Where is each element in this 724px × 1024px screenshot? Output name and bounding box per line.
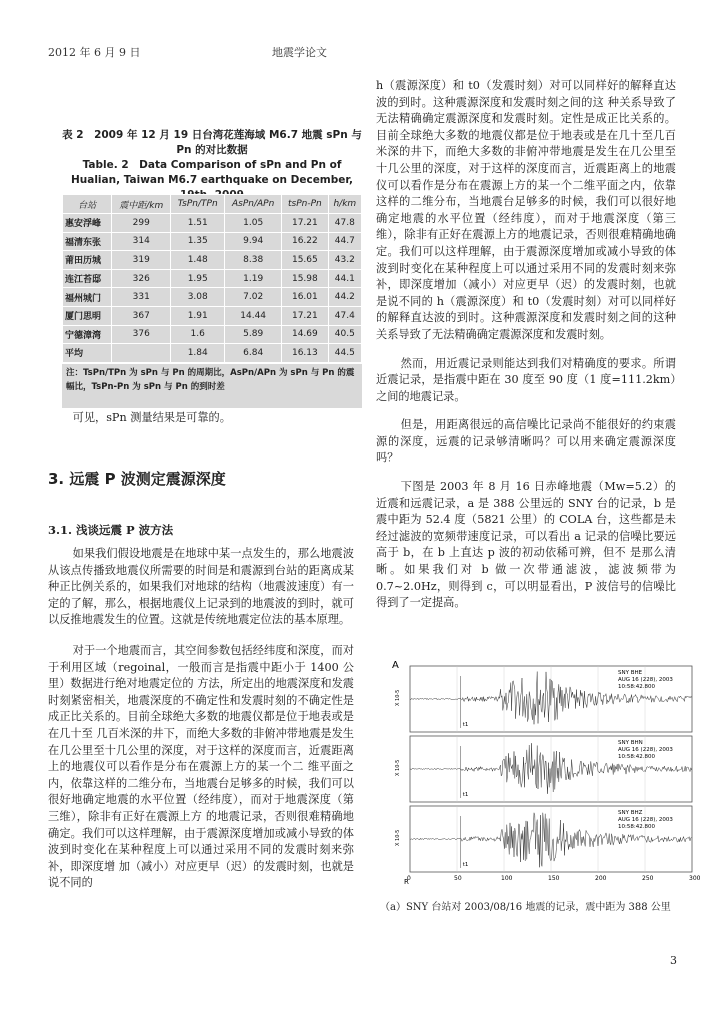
- table-header-cell: AsPn/APn: [225, 195, 282, 214]
- figure-xlabel: R: [404, 878, 409, 886]
- section-title: 3. 远震 P 波测定震源深度: [48, 470, 226, 488]
- panel-label-station: SNY BHE: [618, 670, 643, 676]
- x-tick-label: 150: [548, 875, 560, 882]
- table-cell: 6.84: [225, 344, 282, 363]
- phase-label: t1: [462, 862, 469, 868]
- table-caption: [62, 128, 362, 203]
- station-name-cell: 厦门思明: [63, 306, 112, 325]
- panel-label-station: SNY BHZ: [618, 810, 643, 816]
- table-cell: 367: [112, 306, 171, 325]
- table-cell: 3.08: [171, 288, 225, 307]
- x-tick-label: 250: [642, 875, 654, 882]
- table-cell: [112, 344, 171, 363]
- data-table: [62, 194, 362, 408]
- station-name-cell: 福清东张: [63, 232, 112, 251]
- table-cell: 44.7: [328, 232, 361, 251]
- table-cell: 44.1: [328, 269, 361, 288]
- panel-label-date: AUG 16 (228), 2003: [618, 817, 673, 823]
- station-name-cell: 连江苔邸: [63, 269, 112, 288]
- right-paragraph-2: 然而，用近震记录则能达到我们对精确度的要求。所谓近震记录，是指震中距在 30 度至 90 度（1 度=111.2km）之间的地震记录。: [376, 356, 676, 403]
- table-header-cell: 震中距/km: [112, 195, 171, 214]
- panel-ylabel: X 10-5: [395, 759, 401, 776]
- left-column-body: [48, 546, 354, 892]
- panel-label-time: 10:58:42.800: [618, 824, 655, 830]
- x-tick-label: 0: [407, 875, 411, 882]
- table-title-en: Table. 2 Data Comparison of sPn and Pn of Hualian, Taiwan M6.7 earthquake on December,: [70, 159, 354, 186]
- seismogram-figure: [390, 658, 700, 886]
- subsection-title: 3.1. 浅谈远震 P 波方法: [48, 523, 174, 537]
- station-name-cell: 莆田历城: [63, 251, 112, 270]
- table-note: 注：TsPn/TPn 为 sPn 与 Pn 的周期比，AsPn/APn 为 sPn 与 Pn 的震幅比，TsPn-Pn 为 sPn 与 Pn 的到时差: [62, 363, 362, 396]
- x-tick-label: 100: [501, 875, 513, 882]
- right-column-body: [376, 78, 676, 612]
- table-row: [63, 214, 362, 233]
- table-cell: 14.69: [282, 325, 329, 344]
- table-cell: 1.95: [171, 269, 225, 288]
- x-tick-label: 50: [454, 875, 462, 882]
- panel-label-time: 10:58:42.800: [618, 684, 655, 690]
- seismogram-panel: [395, 666, 692, 732]
- page-number: 3: [670, 954, 677, 967]
- figure-caption: （a）SNY 台站对 2003/08/16 地震的记录，震中距为 388 公里: [380, 902, 671, 913]
- table-row: [63, 306, 362, 325]
- table-cell: 299: [112, 214, 171, 233]
- panel-label-time: 10:58:42.800: [618, 754, 655, 760]
- station-name-cell: 惠安浮峰: [63, 214, 112, 233]
- table-cell: 15.65: [282, 251, 329, 270]
- x-tick-label: 200: [595, 875, 607, 882]
- table-cell: 376: [112, 325, 171, 344]
- table-cell: 17.21: [282, 306, 329, 325]
- table-cell: 44.5: [328, 344, 361, 363]
- table-cell: 1.05: [225, 214, 282, 233]
- table-header-cell: h/km: [328, 195, 361, 214]
- panel-label-station: SNY BHN: [618, 740, 643, 746]
- phase-label: t1: [462, 722, 469, 728]
- table-cell: 1.91: [171, 306, 225, 325]
- right-paragraph-1: h（震源深度）和 t0（发震时刻）对可以同样好的解释直达波的到时。这种震源深度和发震时刻之间的这 种关系导致了无法精确确定震源深度和发震时刻。定性是成正比关系的。目前全球绝大多数的地震仪都是位于地表或是在几十至几百米深的井下，而绝大多数的非俯冲带地震是发生在几公里至十几公里的深度，对于这样的深度而言，近震距离上的地震仪可以看作是分布在震源上方的某一个二维平面之内，依靠这样的二维分布，当地震台足够多的时候，我们可以很好地确定地震的水平位置（经纬度），而对于地震深度（第三维），除非有正好在震源上方的地震记录，否则很难精确地确定。我们可以这样理解，由于震源深度增加或减小导致的体波到时变化在某种程度上可以通过采用不同的发震时刻来弥补，即深度增加（减小）对应更早（迟）的发震时刻，也就是说不同的 h（震源深度）和 t0（发震时刻）对可以同样好的解释直达波的到时。这种震源深度和发震时刻之间的这种关系导致了无法精确确定震源深度和发震时刻。: [376, 79, 676, 341]
- panel-label-date: AUG 16 (228), 2003: [618, 677, 673, 683]
- panel-ylabel: X 10-5: [395, 689, 401, 706]
- seismogram-panel: [395, 736, 692, 802]
- table-cell: 331: [112, 288, 171, 307]
- panel-ylabel: X 10-5: [395, 829, 401, 846]
- table-cell: 9.94: [225, 232, 282, 251]
- table-cell: 14.44: [225, 306, 282, 325]
- panel-label-date: AUG 16 (228), 2003: [618, 747, 673, 753]
- phase-label: t1: [462, 792, 469, 798]
- table-header-cell: tsPn-Pn: [282, 195, 329, 214]
- table-header-cell: TsPn/TPn: [171, 195, 225, 214]
- figure-label: A: [392, 660, 399, 671]
- table-cell: 314: [112, 232, 171, 251]
- table-row: [63, 269, 362, 288]
- table-cell: 1.35: [171, 232, 225, 251]
- table-cell: 16.01: [282, 288, 329, 307]
- table-cell: 5.89: [225, 325, 282, 344]
- table-row: [63, 232, 362, 251]
- left-paragraph-1: 如果我们假设地震是在地球中某一点发生的，那么地震波从该点传播致地震仪所需要的时间是和震源到台站的距离成某种正比例关系的，如果我们对地球的结构（地震波速度）有一定的了解，那么，根据地震仪上记录到的地震波的到时，就可以反推地震发生的位置。这就是传统地震定位法的基本原理。: [48, 547, 354, 627]
- station-name-cell: 宁德漳湾: [63, 325, 112, 344]
- header-title: 地震学论文: [272, 46, 327, 59]
- right-paragraph-3: 但是，用距离很远的高信噪比记录尚不能很好的约束震源的深度，远震的记录够清晰吗？可以用来确定震源深度吗？: [376, 418, 676, 465]
- station-name-cell: 福州城门: [63, 288, 112, 307]
- table-title-cn: 表 2 2009 年 12 月 19 日台湾花莲海域 M6.7 地震 sPn 与 Pn 的对比数据: [62, 129, 362, 156]
- table-cell: 1.48: [171, 251, 225, 270]
- left-paragraph-2: 对于一个地震而言，其空间参数包括经纬度和深度，而对于利用区域（regoinal，一般而言是指震中距小于 1400 公里）数据进行绝对地震定位的 方法，所定出的地震深度和发震时刻紧密相关，地震深度的不确定性和发震时刻的不确定性是成正比关系的。目前全球绝大多数的地震仪都是位于地表或是在几十至 几百米深的井下，而绝大多数的非俯冲带地震是发生在几公里至十几公里的深度，对于这样的深度而言，近震距离上的地震仪可以看作是分布在震源上方的某一个二 维平面之内，依靠这样的二维分布，当地震台足够多的时候，我们可以很好地确定地震的水平位置（经纬度），而对于地震深度（第三维），除非有正好在震源上方 的地震记录，否则很难精确地确定。我们可以这样理解，由于震源深度增加或减小导致的体波到时变化在某种程度上可以通过采用不同的发震时刻来弥补，即深度增 加（减小）对应更早（迟）的发震时刻，也就是说不同的: [48, 643, 354, 890]
- table-header-row: [63, 195, 362, 214]
- table-cell: 40.5: [328, 325, 361, 344]
- table-cell: 1.51: [171, 214, 225, 233]
- table-header-cell: 台站: [63, 195, 112, 214]
- table-cell: 47.8: [328, 214, 361, 233]
- table-row: [63, 344, 362, 363]
- table-cell: 1.19: [225, 269, 282, 288]
- table-cell: 1.84: [171, 344, 225, 363]
- header-date: 2012 年 6 月 9 日: [48, 46, 141, 59]
- x-tick-label: 300: [689, 875, 700, 882]
- station-name-cell: 平均: [63, 344, 112, 363]
- after-table-text: 可见，sPn 测量结果是可靠的。: [72, 411, 231, 424]
- table-cell: 319: [112, 251, 171, 270]
- table-cell: 15.98: [282, 269, 329, 288]
- table-cell: 16.22: [282, 232, 329, 251]
- table-cell: 43.2: [328, 251, 361, 270]
- table-row: [63, 325, 362, 344]
- table-cell: 7.02: [225, 288, 282, 307]
- table-cell: 17.21: [282, 214, 329, 233]
- right-paragraph-4: 下图是 2003 年 8 月 16 日赤峰地震（Mw=5.2）的近震和远震记录，a 是 388 公里远的 SNY 台的记录，b 是震中距为 52.4 度（5821 公里）的 COLA 台，这些都是未经过滤波的宽频带速度记录，可以看出 a 记录的信噪比要远高于 b，在 b 上直达 p 波的初动依稀可辨，但不 是那么清晰。如果我们对 b 做一次带通滤波，滤波频带为 0.7~2.0Hz，则得到 c，可以明显看出，P 波信号的信噪比得到了一定提高。: [376, 480, 676, 610]
- table-row: [63, 251, 362, 270]
- table-cell: 44.2: [328, 288, 361, 307]
- table-cell: 1.6: [171, 325, 225, 344]
- seismogram-panel: [395, 806, 692, 872]
- table-row: [63, 288, 362, 307]
- table-cell: 16.13: [282, 344, 329, 363]
- table-cell: 8.38: [225, 251, 282, 270]
- table-cell: 47.4: [328, 306, 361, 325]
- table-cell: 326: [112, 269, 171, 288]
